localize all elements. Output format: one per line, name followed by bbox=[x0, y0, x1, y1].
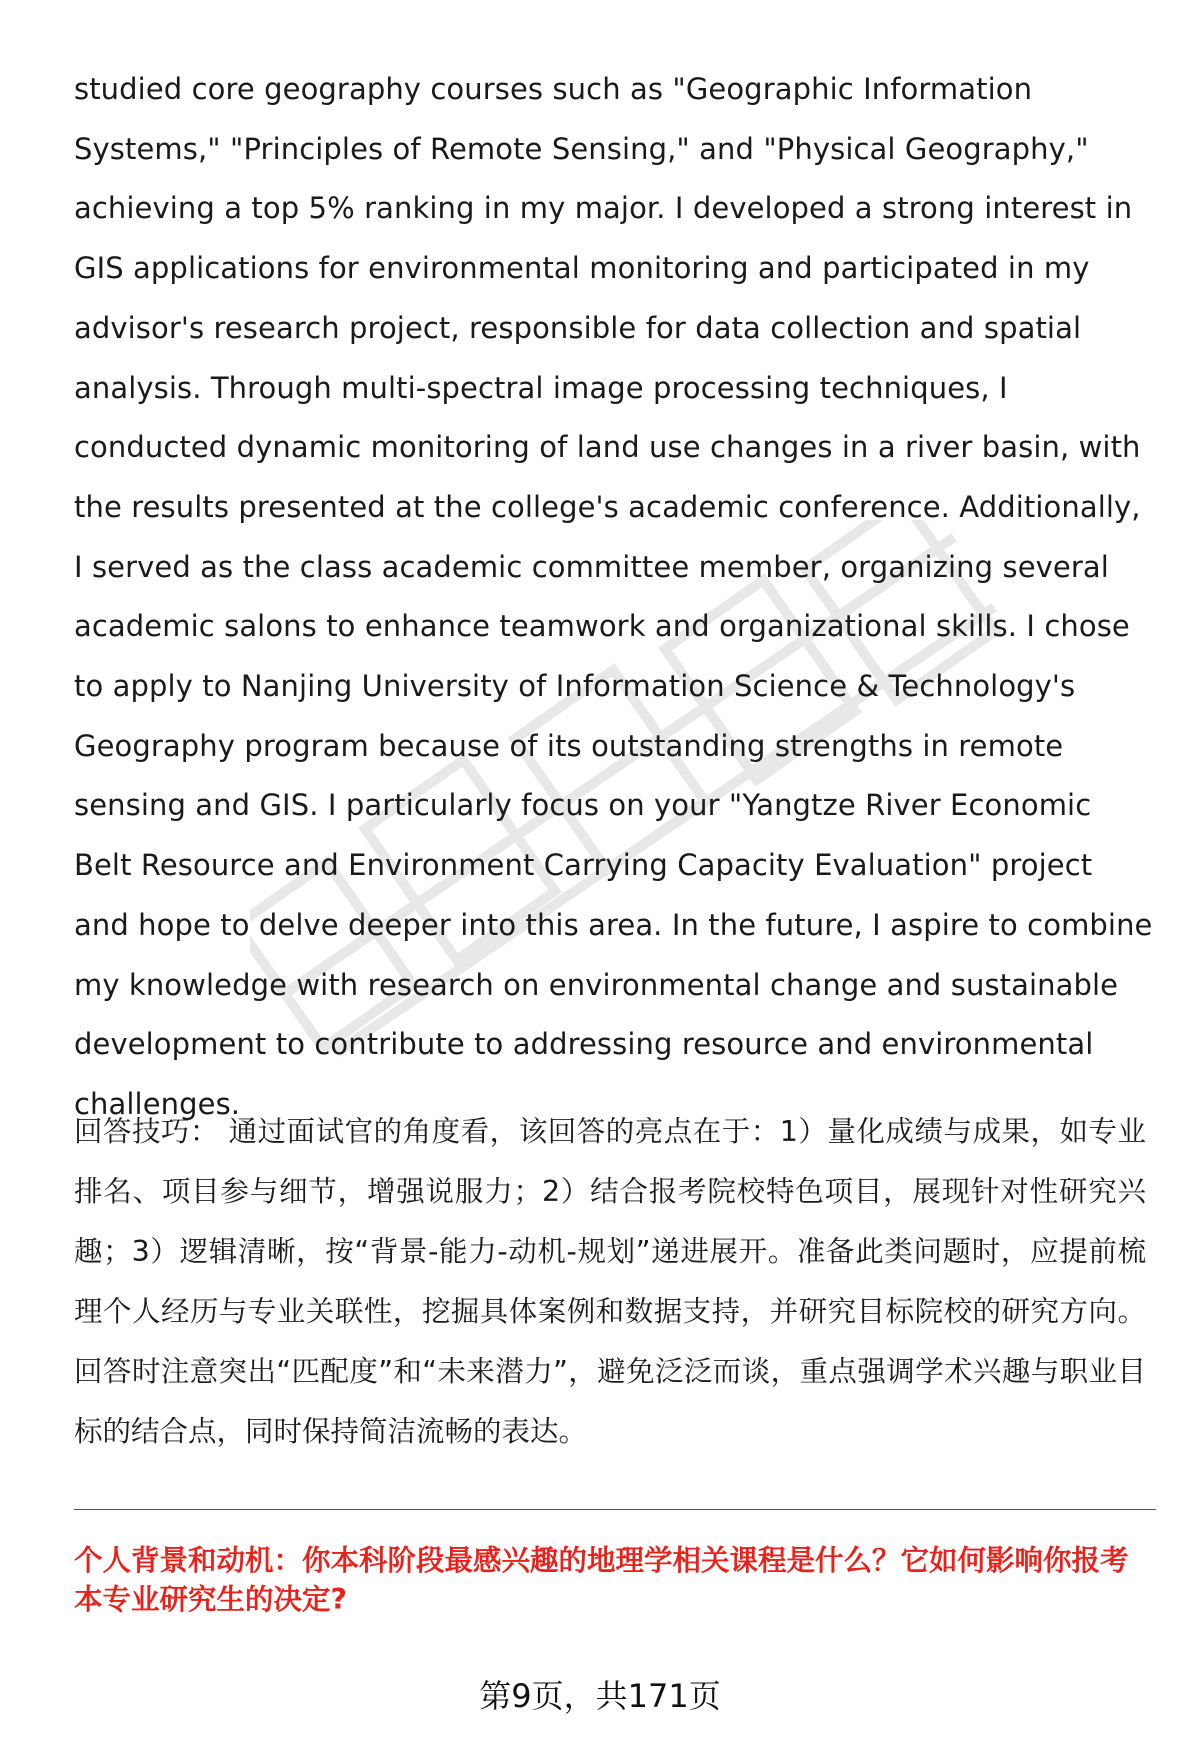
answer-paragraph: studied core geography courses such as "Geographic Information Systems," "Principles of Remote Sensing," and "Physical Geography," achieving a top 5% ranking in my major. I developed a strong interest in GIS applications for environmental monitoring and participated in my advisor's research project, responsible for data collection and spatial analysis. Through multi-spectral image processing techniques, I conducted dynamic monitoring of land use changes in a river basin, with the results presented at the college's academic conference. Additionally, I served as the class academic committee member, organizing several academic salons to enhance teamwork and organizational skills. I chose to apply to Nanjing University of Information Science & Technology's Geography program because of its outstanding strengths in remote sensing and GIS. I particularly focus on your "Yangtze River Economic Belt Resource and Environment Carrying Capacity Evaluation" project and hope to delve deeper into this area. In the future, I aspire to combine my knowledge with research on environmental change and sustainable development to contribute to addressing resource and environmental challenges. bbox=[74, 72, 1153, 1121]
page-number-footer: 第9页，共171页 bbox=[479, 1677, 721, 1715]
section-divider bbox=[74, 1509, 1156, 1510]
answer-tips: 回答技巧： 通过面试官的角度看，该回答的亮点在于：1）量化成绩与成果，如专业排名、项目参与细节，增强说服力；2）结合报考院校特色项目，展现针对性研究兴趣；3）逻辑清晰，按“背景-能力-动机-规划”递进展开。准备此类问题时，应提前梳理个人经历与专业关联性，挖掘具体案例和数据支持，并研究目标院校的研究方向。回答时注意突出“匹配度”和“未来潜力”，避免泛泛而谈，重点强调学术兴趣与职业目标的结合点，同时保持简洁流畅的表达。 bbox=[74, 1115, 1146, 1448]
next-question-heading: 个人背景和动机：你本科阶段最感兴趣的地理学相关课程是什么？它如何影响你报考本专业研究生的决定? bbox=[74, 1544, 1129, 1616]
